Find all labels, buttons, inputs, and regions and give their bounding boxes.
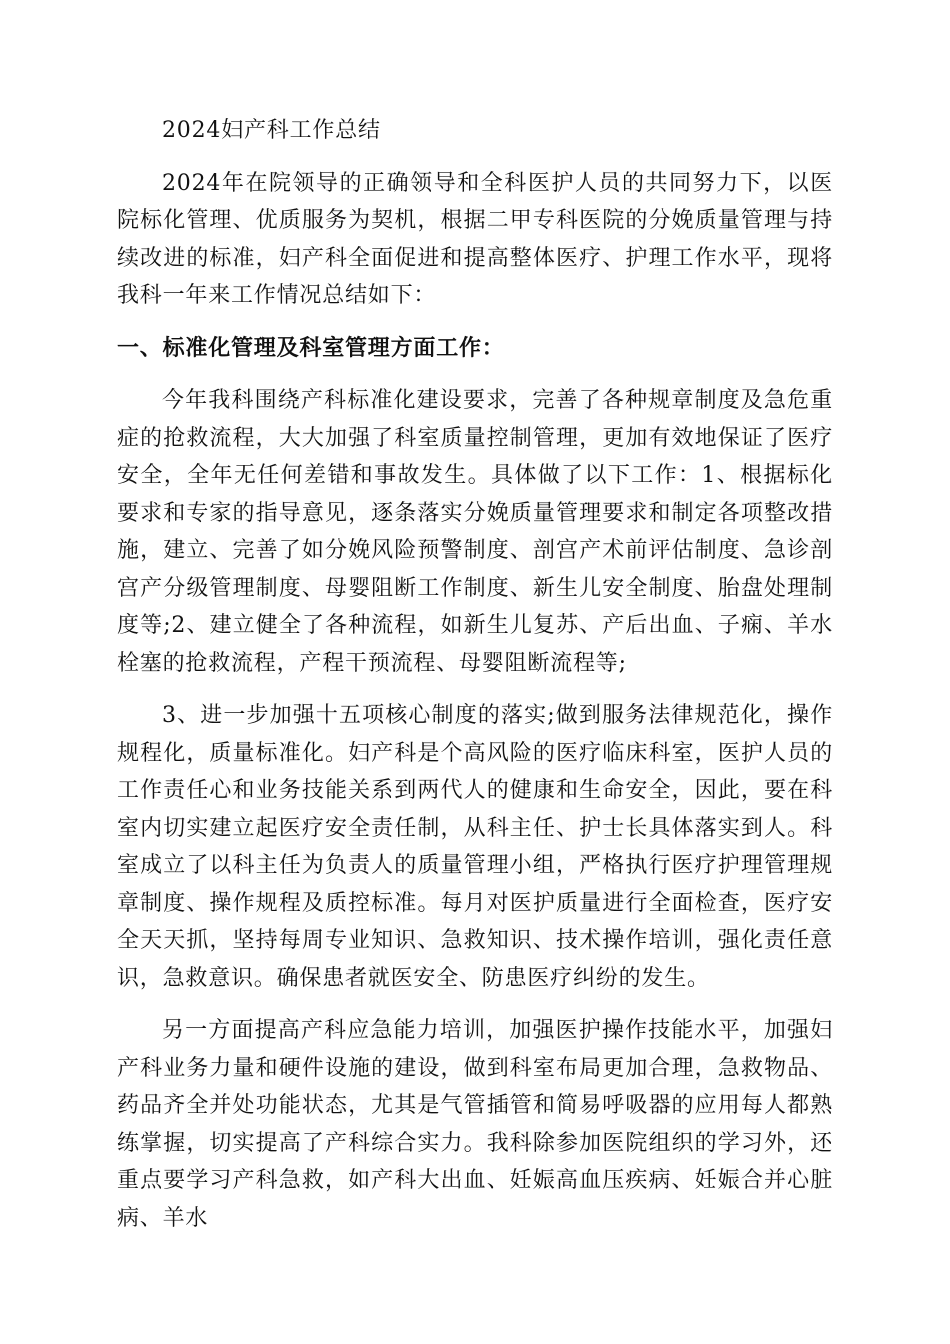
body-paragraph-3: 另一方面提高产科应急能力培训，加强医护操作技能水平，加强妇产科业务力量和硬件设施的建设，做到科室布局更加合理，急救物品、药品齐全并处功能状态，尤其是气管插管和简易呼吸器的应用每人都熟练掌握，切实提高了产科综合实力。我科除参加医院组织的学习外，还重点要学习产科急救，如产科大出血、妊娠高血压疾病、妊娠合并心脏病、羊水 bbox=[117, 1018, 833, 1231]
intro-paragraph: 2024年在院领导的正确领导和全科医护人员的共同努力下，以医院标化管理、优质服务为契机，根据二甲专科医院的分娩质量管理与持续改进的标准，妇产科全面促进和提高整体医疗、护理工作水平，现将我科一年来工作情况总结如下： bbox=[117, 170, 833, 308]
document-title: 2024妇产科工作总结 bbox=[162, 118, 381, 143]
document-body bbox=[117, 112, 833, 1252]
section-heading-1: 一、标准化管理及科室管理方面工作： bbox=[117, 335, 505, 361]
body-paragraph-2: 3、进一步加强十五项核心制度的落实;做到服务法律规范化，操作规程化，质量标准化。妇产科是个高风险的医疗临床科室，医护人员的工作责任心和业务技能关系到两代人的健康和生命安全，因此，要在科室内切实建立起医疗安全责任制，从科主任、护士长具体落实到人。科室成立了以科主任为负责人的质量管理小组，严格执行医疗护理管理规章制度、操作规程及质控标准。每月对医护质量进行全面检查，医疗安全天天抓，坚持每周专业知识、急救知识、技术操作培训，强化责任意识，急救意识。确保患者就医安全、防患医疗纠纷的发生。 bbox=[117, 703, 833, 991]
body-paragraph-1: 今年我科围绕产科标准化建设要求，完善了各种规章制度及急危重症的抢救流程，大大加强了科室质量控制管理，更加有效地保证了医疗安全，全年无任何差错和事故发生。具体做了以下工作：1、根据标化要求和专家的指导意见，逐条落实分娩质量管理要求和制定各项整改措施，建立、完善了如分娩风险预警制度、剖宫产术前评估制度、急诊剖宫产分级管理制度、母婴阻断工作制度、新生儿安全制度、胎盘处理制度等;2、建立健全了各种流程，如新生儿复苏、产后出血、子痫、羊水栓塞的抢救流程，产程干预流程、母婴阻断流程等; bbox=[117, 388, 833, 676]
